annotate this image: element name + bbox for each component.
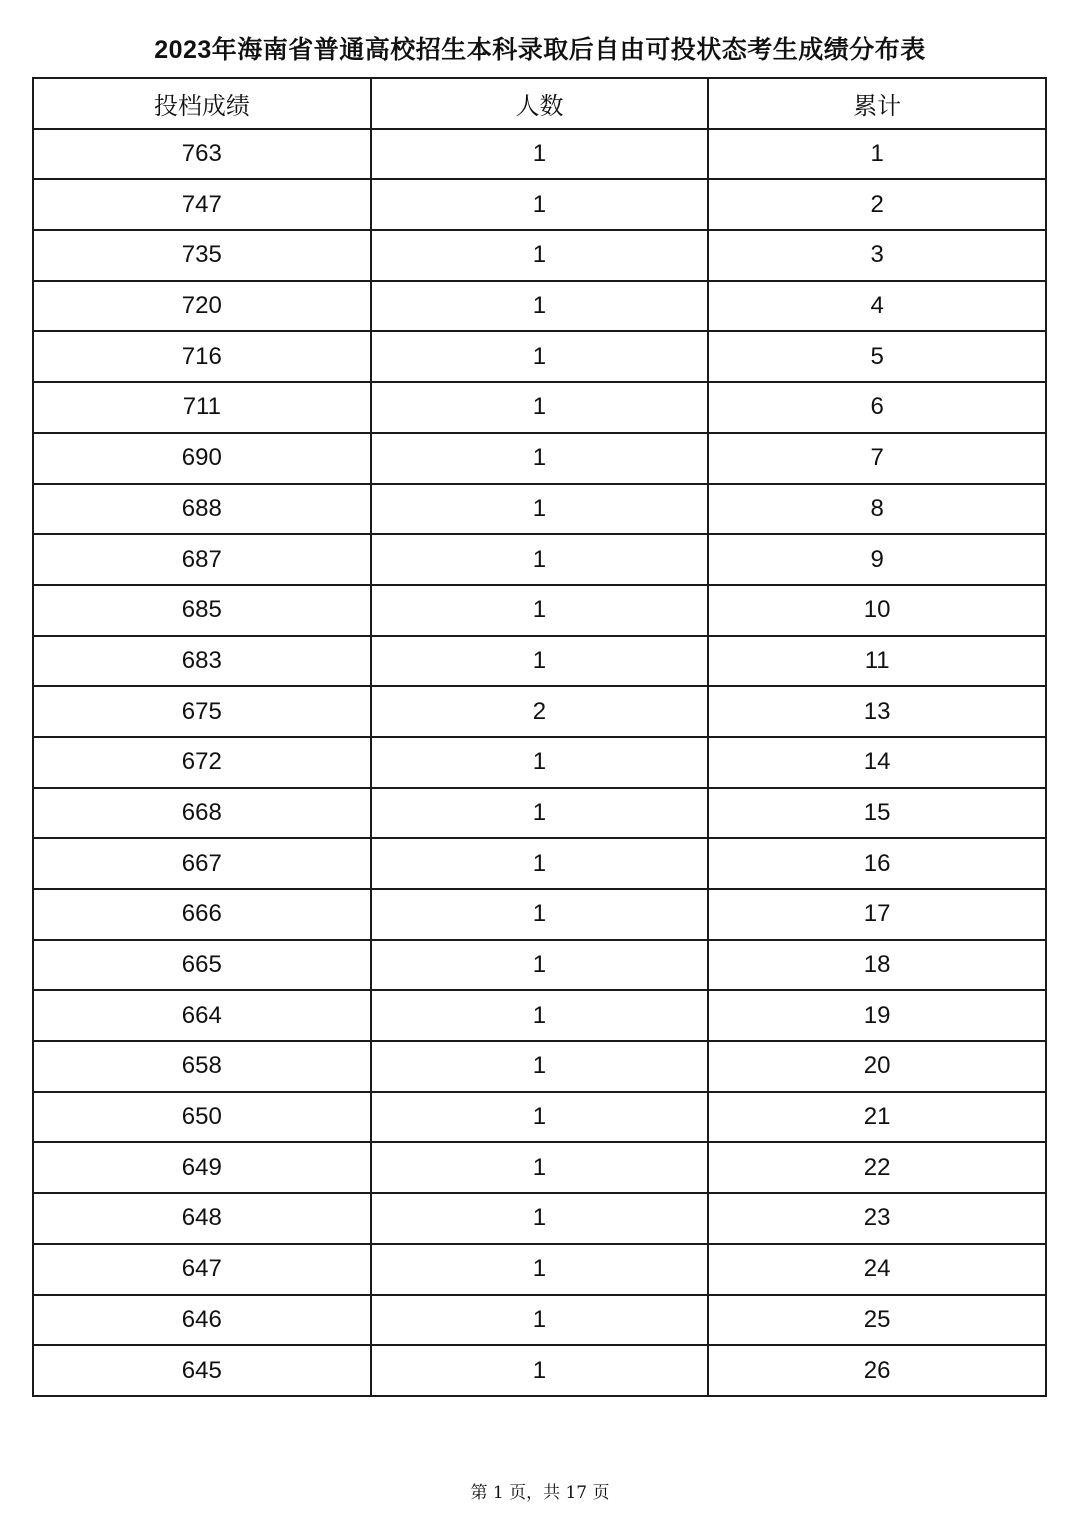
score-distribution-table <box>32 77 1047 1397</box>
table-row <box>33 1142 1046 1193</box>
cell-score: 646 <box>33 1295 371 1346</box>
cell-count: 1 <box>371 331 709 382</box>
cell-cumulative: 26 <box>708 1345 1046 1396</box>
column-header-score: 投档成绩 <box>33 78 371 129</box>
cell-score: 658 <box>33 1041 371 1092</box>
table-row <box>33 737 1046 788</box>
cell-cumulative: 17 <box>708 889 1046 940</box>
cell-count: 1 <box>371 129 709 180</box>
table-row <box>33 990 1046 1041</box>
table-row <box>33 382 1046 433</box>
cell-count: 1 <box>371 230 709 281</box>
cell-cumulative: 3 <box>708 230 1046 281</box>
column-header-cumulative: 累计 <box>708 78 1046 129</box>
cell-score: 716 <box>33 331 371 382</box>
cell-count: 1 <box>371 1295 709 1346</box>
cell-count: 1 <box>371 990 709 1041</box>
cell-cumulative: 21 <box>708 1092 1046 1143</box>
table-row <box>33 940 1046 991</box>
table-row <box>33 230 1046 281</box>
table-row <box>33 788 1046 839</box>
cell-count: 1 <box>371 1345 709 1396</box>
cell-score: 648 <box>33 1193 371 1244</box>
page-footer: 第 1 页，共 17 页 <box>470 1483 610 1503</box>
table-body <box>33 129 1046 1396</box>
cell-score: 688 <box>33 484 371 535</box>
table-row <box>33 889 1046 940</box>
cell-count: 2 <box>371 686 709 737</box>
table-row <box>33 331 1046 382</box>
cell-count: 1 <box>371 1142 709 1193</box>
cell-score: 720 <box>33 281 371 332</box>
table-row <box>33 534 1046 585</box>
table-header-row <box>33 78 1046 129</box>
cell-count: 1 <box>371 179 709 230</box>
cell-cumulative: 5 <box>708 331 1046 382</box>
cell-score: 665 <box>33 940 371 991</box>
cell-score: 675 <box>33 686 371 737</box>
cell-count: 1 <box>371 281 709 332</box>
cell-cumulative: 6 <box>708 382 1046 433</box>
cell-score: 683 <box>33 636 371 687</box>
cell-count: 1 <box>371 1244 709 1295</box>
cell-score: 687 <box>33 534 371 585</box>
table-row <box>33 1041 1046 1092</box>
cell-cumulative: 4 <box>708 281 1046 332</box>
cell-cumulative: 2 <box>708 179 1046 230</box>
cell-count: 1 <box>371 1041 709 1092</box>
cell-score: 668 <box>33 788 371 839</box>
cell-cumulative: 7 <box>708 433 1046 484</box>
cell-count: 1 <box>371 534 709 585</box>
cell-cumulative: 23 <box>708 1193 1046 1244</box>
cell-count: 1 <box>371 636 709 687</box>
cell-cumulative: 10 <box>708 585 1046 636</box>
table-row <box>33 433 1046 484</box>
cell-score: 711 <box>33 382 371 433</box>
cell-score: 649 <box>33 1142 371 1193</box>
cell-score: 672 <box>33 737 371 788</box>
table-row <box>33 484 1046 535</box>
cell-cumulative: 8 <box>708 484 1046 535</box>
page-title: 2023年海南省普通高校招生本科录取后自由可投状态考生成绩分布表 <box>154 36 926 64</box>
cell-score: 747 <box>33 179 371 230</box>
cell-cumulative: 19 <box>708 990 1046 1041</box>
table-row <box>33 1193 1046 1244</box>
cell-score: 690 <box>33 433 371 484</box>
table-row <box>33 636 1046 687</box>
cell-count: 1 <box>371 433 709 484</box>
cell-count: 1 <box>371 838 709 889</box>
cell-score: 650 <box>33 1092 371 1143</box>
cell-cumulative: 1 <box>708 129 1046 180</box>
table-row <box>33 281 1046 332</box>
table-row <box>33 585 1046 636</box>
cell-cumulative: 24 <box>708 1244 1046 1295</box>
cell-count: 1 <box>371 737 709 788</box>
cell-score: 667 <box>33 838 371 889</box>
cell-score: 735 <box>33 230 371 281</box>
cell-cumulative: 13 <box>708 686 1046 737</box>
cell-score: 685 <box>33 585 371 636</box>
cell-cumulative: 11 <box>708 636 1046 687</box>
cell-count: 1 <box>371 484 709 535</box>
table-row <box>33 1244 1046 1295</box>
cell-count: 1 <box>371 382 709 433</box>
cell-score: 763 <box>33 129 371 180</box>
table-row <box>33 179 1046 230</box>
cell-cumulative: 15 <box>708 788 1046 839</box>
cell-cumulative: 9 <box>708 534 1046 585</box>
table-row <box>33 1092 1046 1143</box>
cell-cumulative: 20 <box>708 1041 1046 1092</box>
cell-count: 1 <box>371 889 709 940</box>
cell-count: 1 <box>371 1193 709 1244</box>
cell-score: 666 <box>33 889 371 940</box>
cell-cumulative: 22 <box>708 1142 1046 1193</box>
table-row <box>33 129 1046 180</box>
table-row <box>33 1345 1046 1396</box>
cell-count: 1 <box>371 585 709 636</box>
cell-count: 1 <box>371 940 709 991</box>
table-row <box>33 1295 1046 1346</box>
table-row <box>33 838 1046 889</box>
column-header-count: 人数 <box>371 78 709 129</box>
cell-cumulative: 25 <box>708 1295 1046 1346</box>
cell-count: 1 <box>371 788 709 839</box>
cell-cumulative: 16 <box>708 838 1046 889</box>
cell-score: 647 <box>33 1244 371 1295</box>
cell-cumulative: 14 <box>708 737 1046 788</box>
cell-score: 664 <box>33 990 371 1041</box>
table-row <box>33 686 1046 737</box>
cell-count: 1 <box>371 1092 709 1143</box>
cell-score: 645 <box>33 1345 371 1396</box>
cell-cumulative: 18 <box>708 940 1046 991</box>
